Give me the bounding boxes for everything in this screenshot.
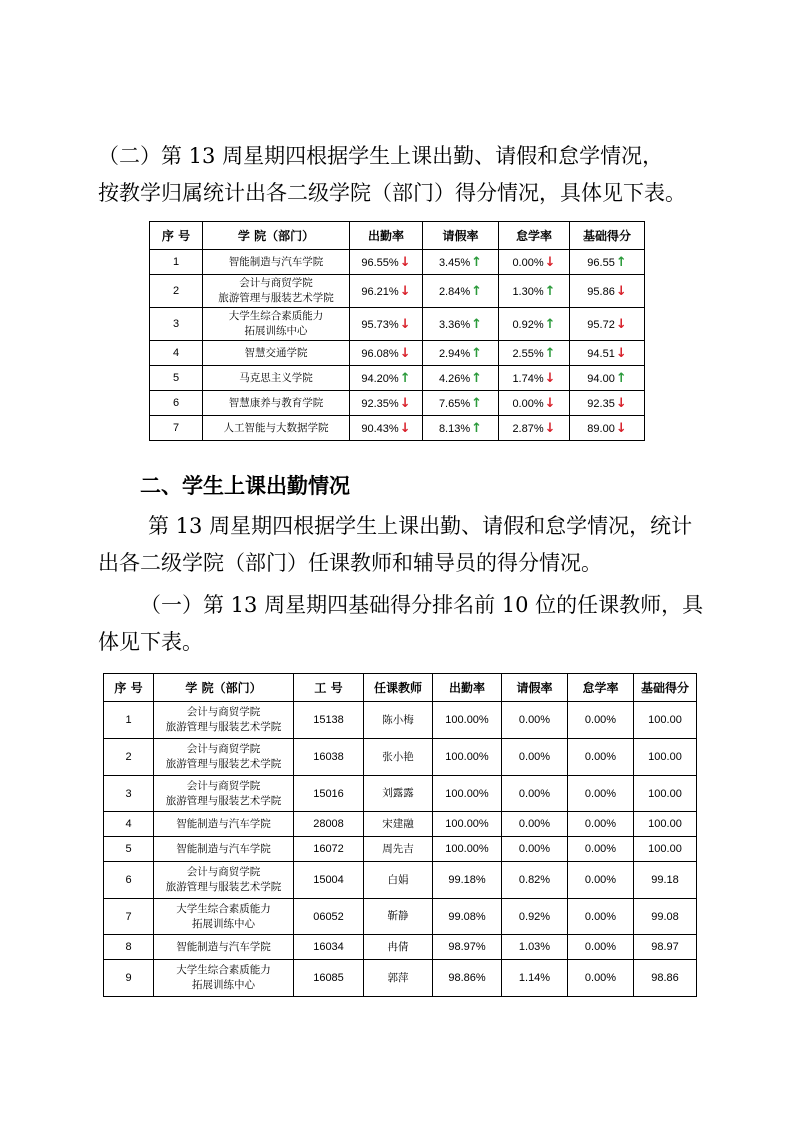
base-score: 98.86 <box>634 960 697 997</box>
college-name <box>154 862 294 899</box>
table-row <box>104 899 697 935</box>
table-header-row <box>104 674 697 702</box>
table-row <box>150 275 645 308</box>
arrow-up-icon: ↑ <box>615 254 627 270</box>
arrow-down-icon: ↓ <box>615 283 627 299</box>
truancy-rate: 1.74% <box>512 372 544 385</box>
row-number: 5 <box>104 837 154 862</box>
arrow-up-icon: ↑ <box>399 370 411 386</box>
college-name-line: 会计与商贸学院 <box>186 779 261 792</box>
arrow-down-icon: ↓ <box>399 420 411 436</box>
college-name <box>203 250 350 275</box>
row-number: 9 <box>104 960 154 997</box>
truancy-rate: 0.00% <box>568 960 634 997</box>
employee-id: 16034 <box>294 935 364 960</box>
table-row <box>104 776 697 812</box>
base-score: 89.00 <box>587 422 615 435</box>
arrow-down-icon: ↓ <box>615 420 627 436</box>
college-name-line: 拓展训练中心 <box>192 979 255 991</box>
college-name <box>203 341 350 366</box>
employee-id: 16072 <box>294 837 364 862</box>
arrow-up-icon: ↑ <box>471 395 483 411</box>
teacher-name: 张小艳 <box>364 739 433 776</box>
arrow-up-icon: ↑ <box>471 254 483 270</box>
leave-rate: 0.00% <box>502 739 568 776</box>
row-number: 6 <box>150 391 203 416</box>
truancy-rate: 0.00% <box>568 702 634 739</box>
leave-rate: 1.03% <box>502 935 568 960</box>
truancy-rate: 0.00% <box>568 812 634 837</box>
row-number: 7 <box>150 416 203 441</box>
row-number: 8 <box>104 935 154 960</box>
header-truancy: 怠学率 <box>568 674 634 702</box>
attendance-rate: 99.18% <box>433 862 502 899</box>
header-score: 基础得分 <box>634 674 697 702</box>
base-score: 92.35 <box>587 397 615 410</box>
truancy-rate: 2.55% <box>512 347 544 360</box>
college-name <box>154 935 294 960</box>
college-name <box>154 739 294 776</box>
attendance-rate: 100.00% <box>433 702 502 739</box>
leave-rate: 4.26% <box>438 372 471 385</box>
table-row <box>104 935 697 960</box>
base-score: 95.86 <box>587 285 615 298</box>
leave-rate-cell <box>423 250 499 275</box>
base-score-cell <box>570 341 645 366</box>
college-name <box>154 702 294 739</box>
truancy-rate-cell <box>499 275 570 308</box>
attendance-rate-cell <box>350 416 423 441</box>
college-name-line: 旅游管理与服装艺术学院 <box>165 758 282 770</box>
arrow-up-icon: ↑ <box>471 283 483 299</box>
row-number: 2 <box>150 275 203 308</box>
truancy-rate-cell <box>499 391 570 416</box>
college-name-line: 会计与商贸学院 <box>186 706 261 718</box>
employee-id: 15138 <box>294 702 364 739</box>
leave-rate: 0.00% <box>502 837 568 862</box>
table-row <box>150 341 645 366</box>
truancy-rate: 0.92% <box>512 318 544 331</box>
college-name-line: 大学生综合素质能力 <box>228 310 324 322</box>
college-name-line: 会计与商贸学院 <box>239 277 313 289</box>
header-college: 学 院（部门） <box>154 674 294 702</box>
truancy-rate: 2.87% <box>512 422 544 435</box>
employee-id: 28008 <box>294 812 364 837</box>
attendance-rate: 100.00% <box>433 776 502 812</box>
row-number: 1 <box>150 250 203 275</box>
employee-id: 06052 <box>294 899 364 935</box>
truancy-rate-cell <box>499 250 570 275</box>
base-score: 100.00 <box>634 739 697 776</box>
row-number: 4 <box>104 812 154 837</box>
base-score: 98.97 <box>634 935 697 960</box>
base-score: 94.00 <box>587 372 615 385</box>
attendance-rate: 98.86% <box>433 960 502 997</box>
college-name-line: 拓展训练中心 <box>244 325 308 337</box>
base-score: 96.55 <box>587 256 615 269</box>
leave-rate: 3.45% <box>438 256 471 269</box>
base-score-cell <box>570 416 645 441</box>
college-name <box>203 275 350 308</box>
college-name-line: 大学生综合素质能力 <box>176 902 271 915</box>
employee-id: 16085 <box>294 960 364 997</box>
truancy-rate: 0.00% <box>512 397 544 410</box>
section-para-line-1: 第 13 周星期四根据学生上课出勤、请假和怠学情况，统计 <box>148 514 693 538</box>
college-name-line: 旅游管理与服装艺术学院 <box>165 721 282 733</box>
leave-rate: 0.00% <box>502 812 568 837</box>
attendance-rate-cell <box>350 366 423 391</box>
table-row <box>104 812 697 837</box>
teacher-name: 郭萍 <box>364 960 433 997</box>
arrow-down-icon: ↓ <box>399 254 411 270</box>
base-score: 100.00 <box>634 702 697 739</box>
base-score-cell <box>570 250 645 275</box>
arrow-up-icon: ↑ <box>471 420 483 436</box>
table-row <box>104 739 697 776</box>
leave-rate-cell <box>423 341 499 366</box>
leave-rate: 0.92% <box>502 899 568 935</box>
attendance-rate: 95.73% <box>361 318 399 331</box>
college-name <box>154 960 294 997</box>
table-row <box>104 960 697 997</box>
truancy-rate: 0.00% <box>568 862 634 899</box>
header-leave: 请假率 <box>502 674 568 702</box>
truancy-rate: 0.00% <box>568 935 634 960</box>
header-id: 工 号 <box>294 674 364 702</box>
attendance-rate: 92.35% <box>361 397 399 410</box>
row-number: 3 <box>104 776 154 812</box>
row-number: 6 <box>104 862 154 899</box>
arrow-down-icon: ↓ <box>544 254 556 270</box>
table-row <box>150 250 645 275</box>
attendance-rate: 98.97% <box>433 935 502 960</box>
truancy-rate-cell <box>499 416 570 441</box>
teacher-name: 白娟 <box>364 862 433 899</box>
truancy-rate: 0.00% <box>568 837 634 862</box>
college-name-line: 人工智能与大数据学院 <box>223 421 329 434</box>
college-name-line: 会计与商贸学院 <box>186 743 261 755</box>
arrow-up-icon: ↑ <box>544 283 556 299</box>
base-score: 100.00 <box>634 776 697 812</box>
header-teacher: 任课教师 <box>364 674 433 702</box>
attendance-rate-cell <box>350 308 423 341</box>
arrow-down-icon: ↓ <box>615 316 627 332</box>
leave-rate: 0.00% <box>502 776 568 812</box>
college-name <box>154 812 294 837</box>
table-row <box>104 862 697 899</box>
leave-rate-cell <box>423 391 499 416</box>
college-name <box>203 416 350 441</box>
truancy-rate-cell <box>499 308 570 341</box>
table-row <box>150 391 645 416</box>
teacher-name: 靳静 <box>364 899 433 935</box>
section-heading: 二、学生上课出勤情况 <box>140 473 350 498</box>
truancy-rate: 0.00% <box>568 739 634 776</box>
college-score-table <box>149 221 645 441</box>
college-name-line: 大学生综合素质能力 <box>176 964 271 976</box>
college-name-line: 智能制造与汽车学院 <box>228 255 324 268</box>
college-name-line: 智能制造与汽车学院 <box>176 817 271 830</box>
attendance-rate-cell <box>350 250 423 275</box>
arrow-up-icon: ↑ <box>471 370 483 386</box>
base-score: 99.18 <box>634 862 697 899</box>
attendance-rate-cell <box>350 391 423 416</box>
arrow-down-icon: ↓ <box>544 420 556 436</box>
teacher-ranking-table <box>103 673 697 997</box>
base-score: 99.08 <box>634 899 697 935</box>
attendance-rate: 100.00% <box>433 739 502 776</box>
header-no: 序 号 <box>150 222 203 250</box>
employee-id: 15016 <box>294 776 364 812</box>
base-score-cell <box>570 308 645 341</box>
table-row <box>104 837 697 862</box>
college-name-line: 智能制造与汽车学院 <box>176 940 271 953</box>
attendance-rate-cell <box>350 341 423 366</box>
arrow-down-icon: ↓ <box>399 345 411 361</box>
college-name-line: 旅游管理与服装艺术学院 <box>218 292 334 304</box>
college-name <box>154 837 294 862</box>
arrow-up-icon: ↑ <box>471 345 483 361</box>
attendance-rate: 96.08% <box>361 347 399 360</box>
employee-id: 15004 <box>294 862 364 899</box>
table-row <box>104 702 697 739</box>
college-name <box>154 776 294 812</box>
college-name <box>203 366 350 391</box>
college-name-line: 马克思主义学院 <box>239 371 313 384</box>
leave-rate-cell <box>423 416 499 441</box>
base-score-cell <box>570 391 645 416</box>
leave-rate: 3.36% <box>438 318 471 331</box>
employee-id: 16038 <box>294 739 364 776</box>
arrow-up-icon: ↑ <box>544 316 556 332</box>
row-number: 7 <box>104 899 154 935</box>
arrow-down-icon: ↓ <box>544 370 556 386</box>
base-score: 94.51 <box>587 347 615 360</box>
header-attendance: 出勤率 <box>433 674 502 702</box>
arrow-up-icon: ↑ <box>544 345 556 361</box>
base-score: 100.00 <box>634 812 697 837</box>
table-row <box>150 308 645 341</box>
arrow-down-icon: ↓ <box>399 316 411 332</box>
leave-rate-cell <box>423 275 499 308</box>
intro-line-2: 按教学归属统计出各二级学院（部门）得分情况，具体见下表。 <box>98 181 686 205</box>
leave-rate: 2.94% <box>438 347 471 360</box>
arrow-down-icon: ↓ <box>544 395 556 411</box>
teacher-name: 陈小梅 <box>364 702 433 739</box>
arrow-down-icon: ↓ <box>615 395 627 411</box>
college-name <box>154 899 294 935</box>
arrow-up-icon: ↑ <box>615 370 627 386</box>
base-score-cell <box>570 366 645 391</box>
arrow-up-icon: ↑ <box>471 316 483 332</box>
attendance-rate: 100.00% <box>433 812 502 837</box>
arrow-down-icon: ↓ <box>615 345 627 361</box>
arrow-down-icon: ↓ <box>399 395 411 411</box>
header-score: 基础得分 <box>570 222 645 250</box>
leave-rate: 0.82% <box>502 862 568 899</box>
college-name-line: 旅游管理与服装艺术学院 <box>165 794 282 807</box>
row-number: 1 <box>104 702 154 739</box>
header-attendance: 出勤率 <box>350 222 423 250</box>
row-number: 5 <box>150 366 203 391</box>
teacher-name: 宋建融 <box>364 812 433 837</box>
leave-rate: 2.84% <box>438 285 471 298</box>
row-number: 2 <box>104 739 154 776</box>
leave-rate: 0.00% <box>502 702 568 739</box>
teacher-name: 刘露露 <box>364 776 433 812</box>
table-header-row <box>150 222 645 250</box>
intro-line-1: （二）第 13 周星期四根据学生上课出勤、请假和怠学情况， <box>98 144 664 168</box>
truancy-rate: 1.30% <box>512 285 544 298</box>
truancy-rate: 0.00% <box>512 256 544 269</box>
table-row <box>150 366 645 391</box>
truancy-rate-cell <box>499 366 570 391</box>
attendance-rate: 96.21% <box>361 285 399 298</box>
truancy-rate: 0.00% <box>568 899 634 935</box>
college-name <box>203 391 350 416</box>
row-number: 3 <box>150 308 203 341</box>
section-para-line-2: 出各二级学院（部门）任课教师和辅导员的得分情况。 <box>98 551 602 575</box>
header-truancy: 怠学率 <box>499 222 570 250</box>
attendance-rate: 94.20% <box>361 372 399 385</box>
college-name-line: 智能制造与汽车学院 <box>176 842 271 855</box>
college-name-line: 会计与商贸学院 <box>186 866 261 878</box>
base-score-cell <box>570 275 645 308</box>
table-row <box>150 416 645 441</box>
leave-rate: 8.13% <box>438 422 471 435</box>
leave-rate-cell <box>423 308 499 341</box>
attendance-rate-cell <box>350 275 423 308</box>
truancy-rate: 0.00% <box>568 776 634 812</box>
college-name <box>203 308 350 341</box>
subsection-line-2: 体见下表。 <box>98 630 203 654</box>
teacher-name: 冉倩 <box>364 935 433 960</box>
row-number: 4 <box>150 341 203 366</box>
attendance-rate: 90.43% <box>361 422 399 435</box>
header-college: 学 院（部门） <box>203 222 350 250</box>
arrow-down-icon: ↓ <box>399 283 411 299</box>
college-name-line: 拓展训练中心 <box>192 917 255 930</box>
subsection-line-1: （一）第 13 周星期四基础得分排名前 10 位的任课教师，具 <box>140 593 704 617</box>
leave-rate: 1.14% <box>502 960 568 997</box>
base-score: 95.72 <box>587 318 615 331</box>
attendance-rate: 100.00% <box>433 837 502 862</box>
teacher-name: 周先吉 <box>364 837 433 862</box>
header-leave: 请假率 <box>423 222 499 250</box>
leave-rate-cell <box>423 366 499 391</box>
college-name-line: 旅游管理与服装艺术学院 <box>165 881 282 893</box>
attendance-rate: 96.55% <box>361 256 399 269</box>
college-name-line: 智慧康养与教育学院 <box>228 396 324 409</box>
college-name-line: 智慧交通学院 <box>244 346 308 359</box>
base-score: 100.00 <box>634 837 697 862</box>
truancy-rate-cell <box>499 341 570 366</box>
header-no: 序 号 <box>104 674 154 702</box>
leave-rate: 7.65% <box>438 397 471 410</box>
attendance-rate: 99.08% <box>433 899 502 935</box>
